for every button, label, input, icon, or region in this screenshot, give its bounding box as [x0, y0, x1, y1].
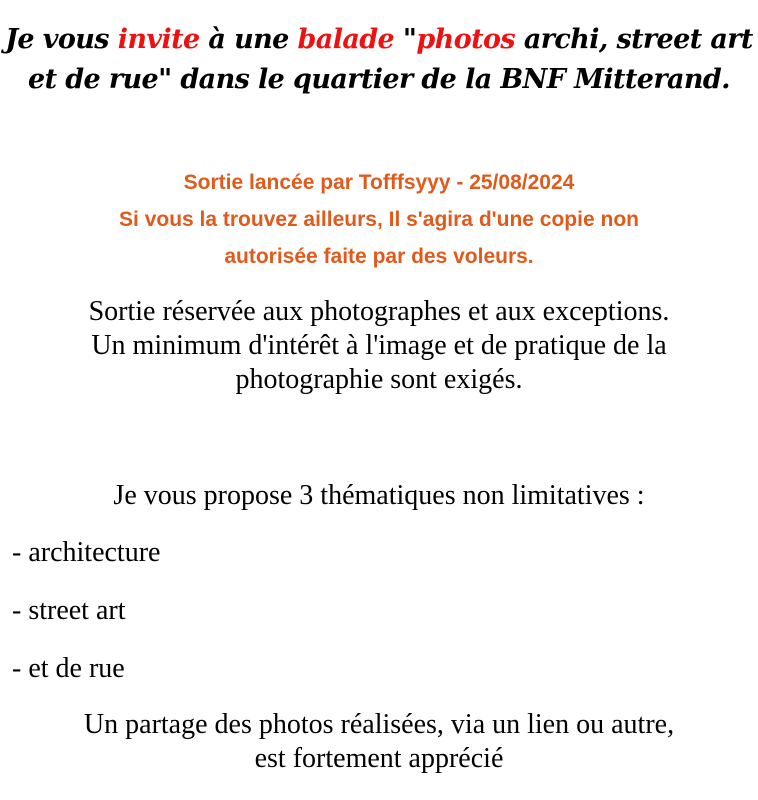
title-word-photos: photos — [416, 24, 516, 55]
notice-copy-warning-line-1: Si vous la trouvez ailleurs, Il s'agira d'une copie non — [119, 208, 639, 231]
title-text-2: à une — [199, 24, 298, 55]
notice-copy-warning-line-2: autorisée faite par des voleurs. — [224, 245, 534, 268]
requirements-line-2: Un minimum d'intérêt à l'image et de pratique de la — [91, 330, 667, 361]
sharing-line-2: est fortement apprécié — [254, 743, 504, 774]
event-title — [0, 20, 758, 100]
title-text-4: archi, street art — [515, 24, 753, 55]
theme-item-street: - et de rue — [12, 653, 125, 684]
organizer-notice — [0, 164, 758, 275]
participation-requirements — [0, 295, 758, 397]
requirements-line-1: Sortie réservée aux photographes et aux exceptions. — [88, 296, 670, 327]
sharing-line-1: Un partage des photos réalisées, via un lien ou autre, — [83, 709, 675, 740]
title-text-1: Je vous — [5, 24, 118, 55]
title-text-3: " — [394, 24, 417, 55]
title-word-invite: invite — [117, 24, 200, 55]
notice-author-line: Sortie lancée par Tofffsyyy - 25/08/2024 — [183, 171, 575, 194]
event-title-line-1 — [0, 20, 758, 60]
themes-intro: Je vous propose 3 thématiques non limitatives : — [113, 480, 645, 511]
requirements-line-3: photographie sont exigés. — [235, 364, 523, 395]
event-title-line-2: et de rue" dans le quartier de la BNF Mitterand. — [28, 64, 730, 95]
theme-item-street-art: - street art — [12, 595, 126, 626]
theme-item-architecture: - architecture — [12, 537, 161, 568]
photo-sharing-note — [0, 708, 758, 776]
title-word-balade: balade — [297, 24, 395, 55]
